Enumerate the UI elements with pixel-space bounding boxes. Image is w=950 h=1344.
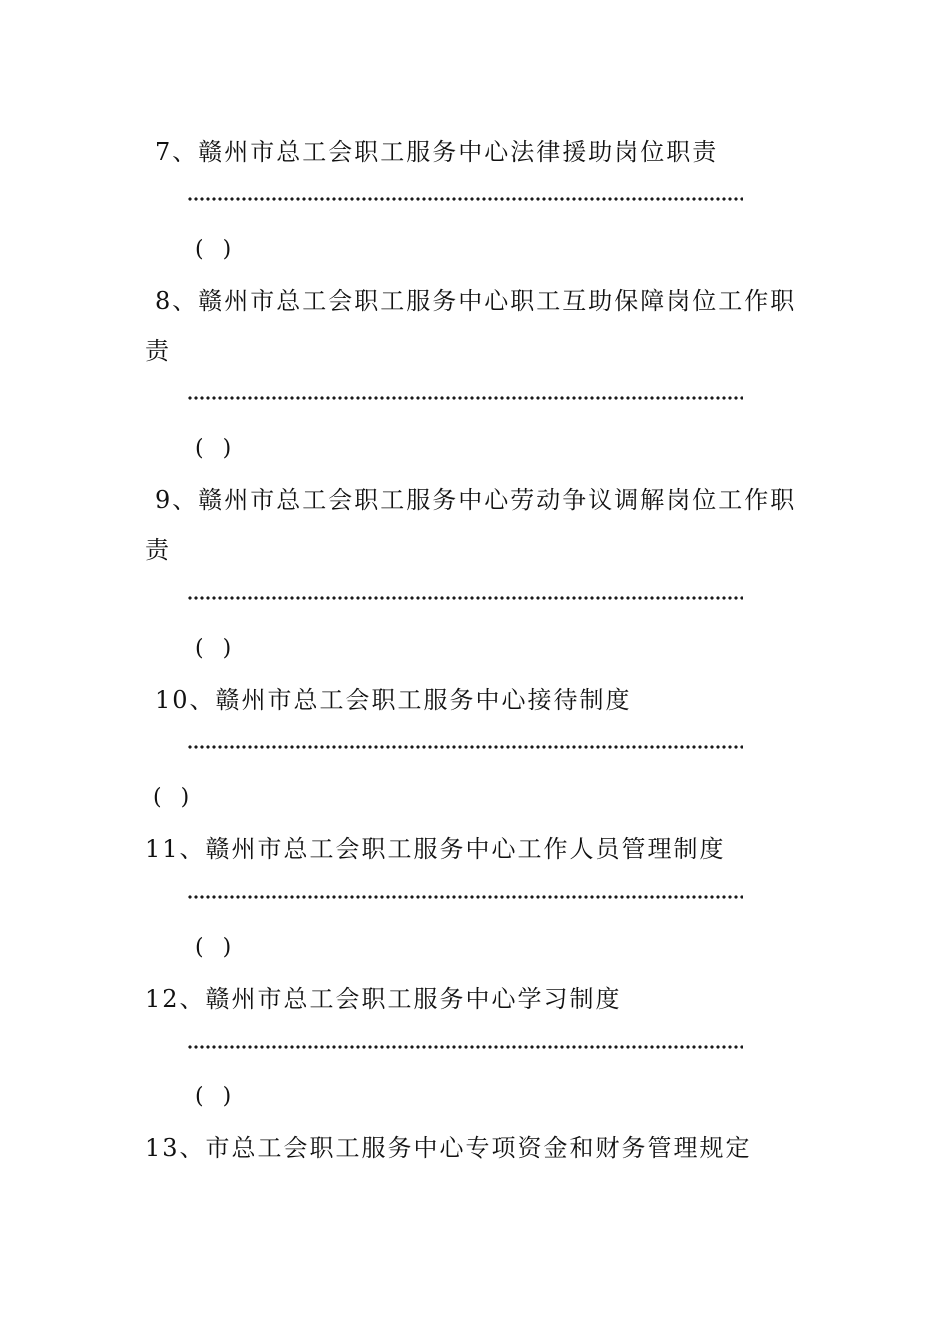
toc-page-ref: ( ): [195, 636, 238, 661]
toc-entry-number: 10、: [155, 686, 216, 714]
toc-entry-text: 赣州市总工会职工服务中心法律援助岗位职责: [198, 138, 719, 166]
toc-page-ref: ( ): [195, 1084, 238, 1109]
toc-entry-text: 赣州市总工会职工服务中心职工互助保障岗位工作职: [198, 287, 797, 315]
toc-entry-continuation: 责: [145, 337, 171, 365]
toc-entry-title: [155, 138, 718, 166]
toc-entry-number: 8、: [155, 287, 199, 315]
toc-leader-dots: [187, 596, 743, 600]
toc-entry-title: [145, 835, 726, 863]
toc-entry-text: 赣州市总工会职工服务中心学习制度: [205, 985, 622, 1013]
toc-entry-text: 赣州市总工会职工服务中心劳动争议调解岗位工作职: [198, 486, 797, 514]
toc-entry-number: 12、: [145, 985, 206, 1013]
toc-entry-text: 市总工会职工服务中心专项资金和财务管理规定: [205, 1134, 752, 1162]
toc-entry-number: 9、: [155, 486, 199, 514]
toc-leader-dots: [187, 197, 743, 201]
toc-entry-text: 赣州市总工会职工服务中心接待制度: [215, 686, 632, 714]
toc-entry-title: [155, 287, 796, 315]
toc-entry-title: [155, 486, 796, 514]
toc-entry-number: 7、: [155, 138, 199, 166]
toc-entry-number: 13、: [145, 1134, 206, 1162]
toc-entry-text: 赣州市总工会职工服务中心工作人员管理制度: [205, 835, 726, 863]
toc-page-ref: ( ): [153, 785, 196, 810]
toc-page-ref: ( ): [195, 935, 238, 960]
toc-leader-dots: [187, 396, 743, 400]
toc-leader-dots: [187, 895, 743, 899]
toc-page-ref: ( ): [195, 237, 238, 262]
toc-entry-title: [145, 1134, 752, 1162]
toc-entry-continuation: 责: [145, 536, 171, 564]
toc-leader-dots: [187, 745, 743, 749]
toc-entry-number: 11、: [145, 835, 206, 863]
toc-leader-dots: [187, 1045, 743, 1049]
toc-entry-title: [145, 985, 622, 1013]
toc-page-ref: ( ): [195, 436, 238, 461]
toc-entry-title: [155, 686, 632, 714]
